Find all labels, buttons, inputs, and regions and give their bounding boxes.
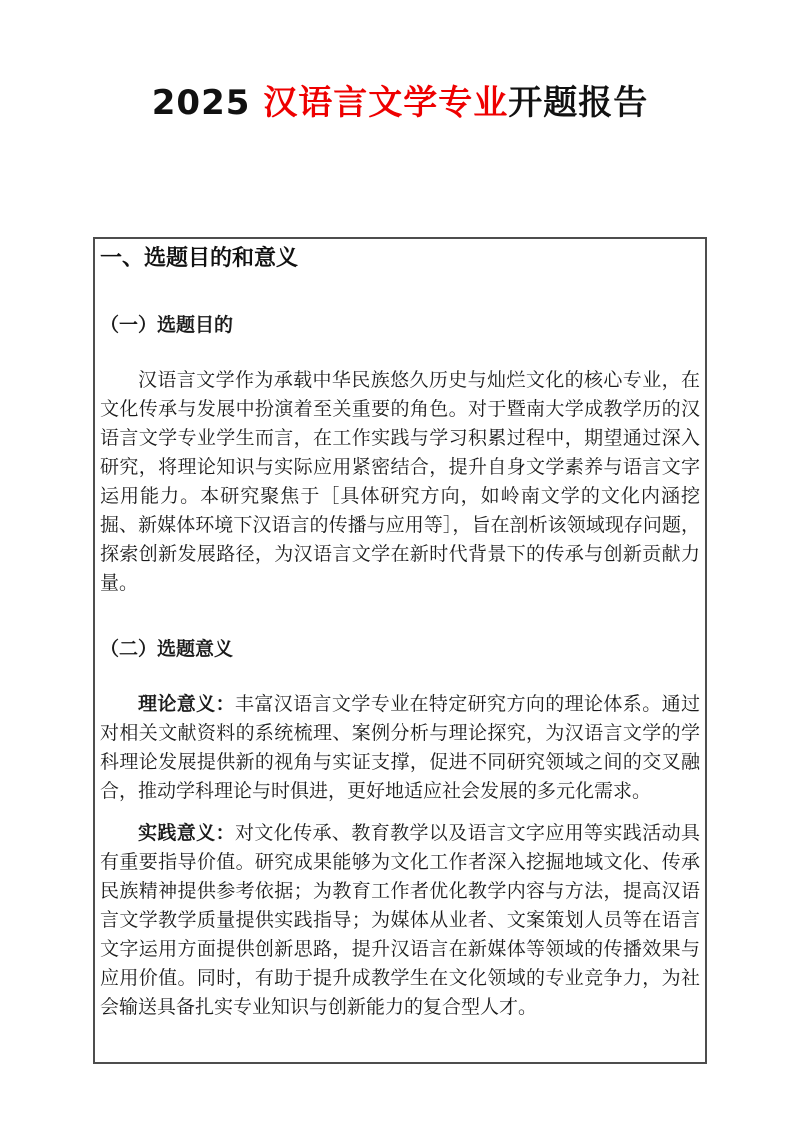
practical-significance-text: 对文化传承、教育教学以及语言文字应用等实践活动具有重要指导价值。研究成果能够为文化工作者深入挖掘地域文化、传承民族精神提供参考依据；为教育工作者优化教学内容与方法，提高汉语言文学教学质量提供实践指导；为媒体从业者、文案策划人员等在语言文字运用方面提供创新思路，提升汉语言在新媒体等领域的传播效果与应用价值。同时，有助于提升成教学生在文化领域的专业竞争力，为社会输送具备扎实专业知识与创新能力的复合型人才。 bbox=[100, 822, 700, 1018]
theoretical-significance-lead: 理论意义： bbox=[138, 693, 235, 715]
subsection-heading-topic-purpose: （一）选题目的 bbox=[100, 314, 234, 336]
paragraph-theoretical-significance bbox=[100, 690, 700, 806]
theoretical-significance-text: 丰富汉语言文学专业在特定研究方向的理论体系。通过对相关文献资料的系统梳理、案例分析与理论探究，为汉语言文学的学科理论发展提供新的视角与实证支撑，促进不同研究领域之间的交叉融合，推动学科理论与时俱进，更好地适应社会发展的多元化需求。 bbox=[100, 693, 700, 802]
document-title-suffix: 开题报告 bbox=[508, 83, 649, 123]
section-heading-purpose-and-significance: 一、选题目的和意义 bbox=[100, 246, 299, 271]
report-body-frame bbox=[93, 237, 707, 1064]
paragraph-topic-purpose: 汉语言文学作为承载中华民族悠久历史与灿烂文化的核心专业，在文化传承与发展中扮演着至关重要的角色。对于暨南大学成教学历的汉语言文学专业学生而言，在工作实践与学习积累过程中，期望通过深入研究，将理论知识与实际应用紧密结合，提升自身文学素养与语言文字运用能力。本研究聚焦于［具体研究方向，如岭南文学的文化内涵挖掘、新媒体环境下汉语言的传播与应用等］，旨在剖析该领域现存问题，探索创新发展路径，为汉语言文学在新时代背景下的传承与创新贡献力量。 bbox=[100, 369, 700, 594]
subsection-heading-topic-significance: （二）选题意义 bbox=[100, 638, 234, 660]
document-title bbox=[0, 80, 800, 126]
document-title-major-highlight: 汉语言文学专业 bbox=[263, 83, 509, 123]
practical-significance-lead: 实践意义： bbox=[138, 822, 235, 844]
paragraph-practical-significance bbox=[100, 819, 700, 1022]
document-title-year: 2025 bbox=[151, 83, 264, 123]
